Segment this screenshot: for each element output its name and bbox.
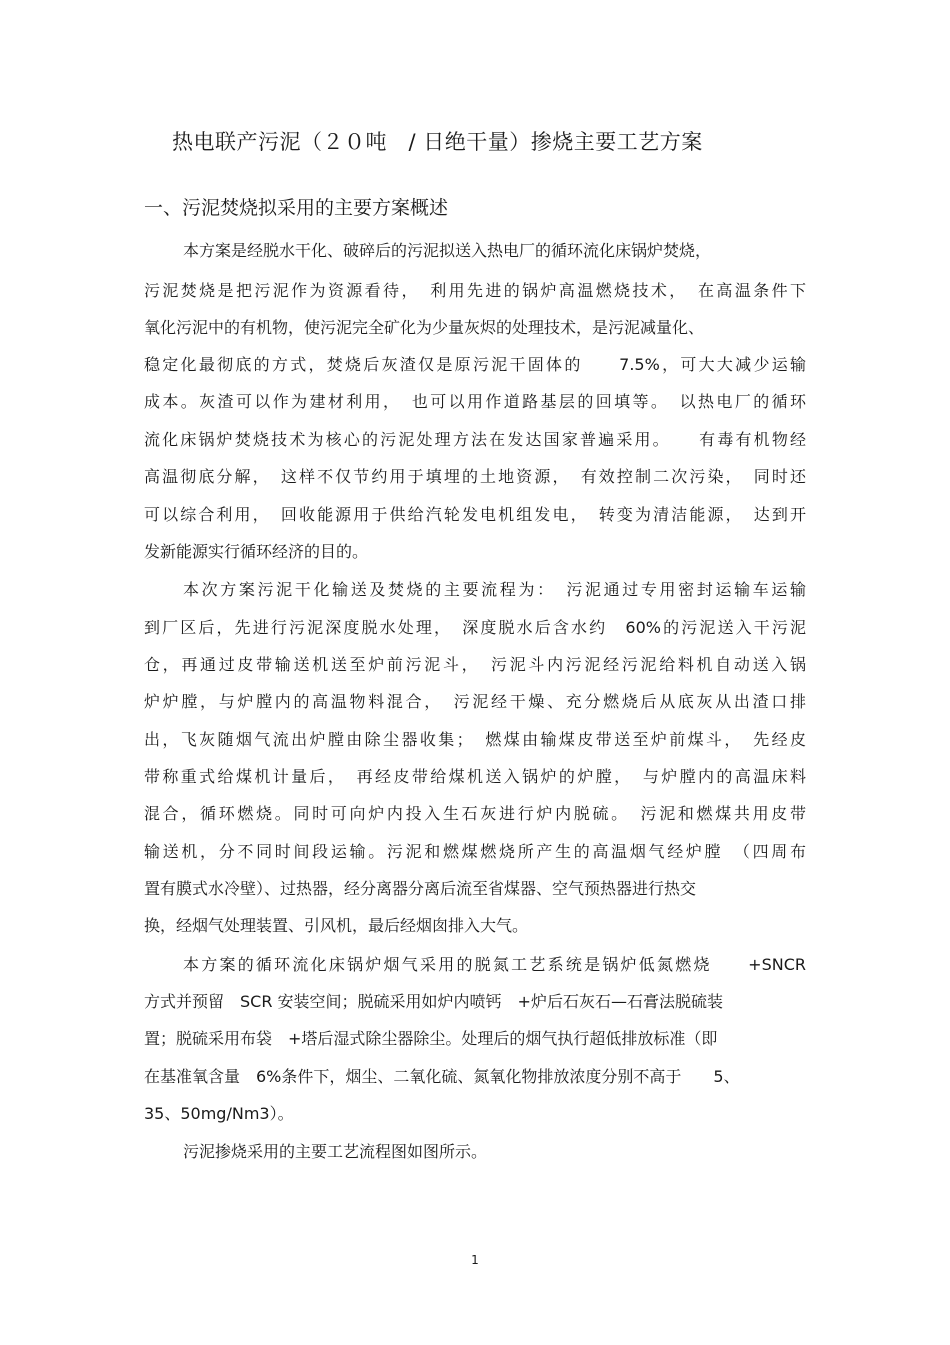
paragraph-line: 置有膜式水冷壁）、过热器，经分离器分离后流至省煤器、空气预热器进行热交 bbox=[144, 879, 697, 898]
paragraph-line: 流化床锅炉焚烧技术为核心的污泥处理方法在发达国家普遍采用。 有毒有机物经 bbox=[144, 430, 806, 449]
paragraph-line: 稳定化最彻底的方式，焚烧后灰渣仅是原污泥干固体的 7.5%，可大大减少运输 bbox=[144, 355, 806, 374]
paragraph-line: 方式并预留 SCR 安装空间；脱硫采用如炉内喷钙 +炉后石灰石—石膏法脱硫装 bbox=[144, 992, 723, 1011]
paragraph-line: 成本。灰渣可以作为建材利用， 也可以用作道路基层的回填等。 以热电厂的循环 bbox=[144, 392, 806, 411]
paragraph-line: 在基准氧含量 6%条件下，烟尘、二氧化硫、氮氧化物排放浓度分别不高于 5、 bbox=[144, 1067, 740, 1086]
paragraph-line: 本次方案污泥干化输送及焚烧的主要流程为： 污泥通过专用密封运输车运输 bbox=[183, 580, 806, 599]
paragraph-line: 炉炉膛，与炉膛内的高温物料混合， 污泥经干燥、充分燃烧后从底灰从出渣口排 bbox=[144, 692, 806, 711]
paragraph-line: 污泥掺烧采用的主要工艺流程图如图所示。 bbox=[183, 1142, 488, 1161]
paragraph-line: 氧化污泥中的有机物，使污泥完全矿化为少量灰烬的处理技术，是污泥减量化、 bbox=[144, 318, 705, 337]
paragraph-line: 高温彻底分解， 这样不仅节约用于填埋的土地资源， 有效控制二次污染， 同时还 bbox=[144, 467, 806, 486]
paragraph-line: 本方案是经脱水干化、破碎后的污泥拟送入热电厂的循环流化床锅炉焚烧， bbox=[183, 241, 712, 260]
paragraph-line: 换，经烟气处理装置、引风机，最后经烟囱排入大气。 bbox=[144, 916, 529, 935]
paragraph-line: 带称重式给煤机计量后， 再经皮带给煤机送入锅炉的炉膛， 与炉膛内的高温床料 bbox=[144, 767, 806, 786]
paragraph-line: 35、50mg/Nm3）。 bbox=[144, 1104, 294, 1123]
paragraph-line: 本方案的循环流化床锅炉烟气采用的脱氮工艺系统是锅炉低氮燃烧 +SNCR bbox=[183, 955, 806, 974]
paragraph-line: 混合，循环燃烧。同时可向炉内投入生石灰进行炉内脱硫。 污泥和燃煤共用皮带 bbox=[144, 804, 806, 823]
page-number: 1 bbox=[471, 1253, 479, 1267]
paragraph-line: 污泥焚烧是把污泥作为资源看待， 利用先进的锅炉高温燃烧技术， 在高温条件下 bbox=[144, 281, 806, 300]
paragraph-line: 到厂区后，先进行污泥深度脱水处理， 深度脱水后含水约 60%的污泥送入干污泥 bbox=[144, 618, 806, 637]
paragraph-line: 仓，再通过皮带输送机送至炉前污泥斗， 污泥斗内污泥经污泥给料机自动送入锅 bbox=[144, 655, 806, 674]
paragraph-line: 置；脱硫采用布袋 +塔后湿式除尘器除尘。处理后的烟气执行超低排放标准（即 bbox=[144, 1029, 718, 1048]
paragraph-line: 出，飞灰随烟气流出炉膛由除尘器收集； 燃煤由输煤皮带送至炉前煤斗， 先经皮 bbox=[144, 730, 806, 749]
section-heading: 一、污泥焚烧拟采用的主要方案概述 bbox=[144, 197, 449, 219]
paragraph-line: 输送机，分不同时间段运输。污泥和燃煤燃烧所产生的高温烟气经炉膛 （四周布 bbox=[144, 842, 806, 861]
paragraph-line: 可以综合利用， 回收能源用于供给汽轮发电机组发电， 转变为清洁能源， 达到开 bbox=[144, 505, 806, 524]
paragraph-line: 发新能源实行循环经济的目的。 bbox=[144, 542, 369, 561]
document-title: 热电联产污泥（２０吨 / 日绝干量）掺烧主要工艺方案 bbox=[172, 130, 703, 154]
